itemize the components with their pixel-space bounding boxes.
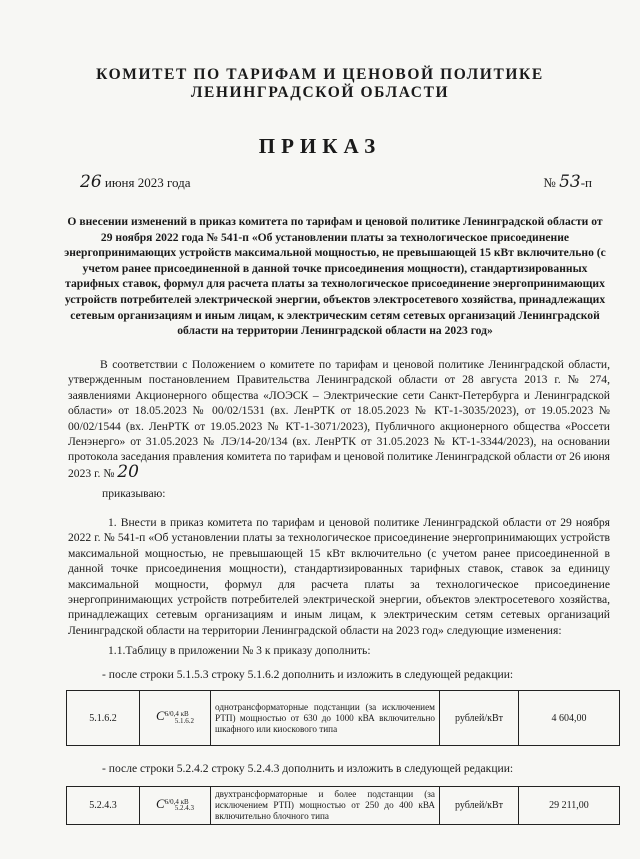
table-row — [67, 691, 620, 746]
order-word: приказываю: — [102, 487, 166, 500]
order-number — [543, 172, 592, 192]
row-unit: рублей/кВт — [440, 787, 519, 825]
preamble-text: В соответствии с Положением о комитете по тарифам и ценовой политике Ленинградской области, утвержденным постановлением Правительства Ленинградской области от 28 августа 2013 г. № 274, заявлениями Акционерного общества «ЛОЭСК – Электрические сети Санкт-Петербурга и Ленинградской области» от 18.05.2023 № 00/02/1531 (вх. ЛенРТК от 18.05.2023 № КТ-1-3035/2023), от 19.05.2023 № 00/02/1544 (вх. ЛенРТК от 19.05.2023 № КТ-1-3071/2023), Публичного акционерного общества «Россети Ленэнерго» от 31.05.2023 № ЛЭ/14-20/134 (вх. ЛенРТК от 31.05.2023 № КТ-1-3344/2023), на основании протокола заседания правления комитета по тарифам и ценовой политике Ленинградской области от 26 июня 2023 г. № — [68, 358, 611, 480]
committee-line-1: КОМИТЕТ ПО ТАРИФАМ И ЦЕНОВОЙ ПОЛИТИКЕ — [96, 66, 544, 83]
row-code: 5.1.6.2 — [67, 691, 140, 746]
number-prefix: № — [543, 175, 560, 190]
row-code: 5.2.4.3 — [67, 787, 140, 825]
rate-symbol: $C^{6/0,4 кВ}_{5.2.4.3}$ — [140, 787, 211, 825]
after-line-1: - после строки 5.1.5.3 строку 5.1.6.2 дополнить и изложить в следующей редакции: — [102, 668, 514, 681]
number-handwritten: 53 — [559, 172, 581, 192]
committee-heading — [0, 66, 640, 102]
tariff-table-2 — [66, 786, 620, 825]
item-1-1-paragraph: 1.1.Таблицу в приложении № 3 к приказу дополнить: — [108, 644, 371, 657]
row-unit: рублей/кВт — [440, 691, 519, 746]
document-title: ПРИКАЗ — [258, 134, 382, 158]
row-value: 29 211,00 — [519, 787, 620, 825]
table-row — [67, 787, 620, 825]
after-line-2: - после строки 5.2.4.2 строку 5.2.4.3 дополнить и изложить в следующей редакции: — [102, 762, 514, 775]
number-suffix: -п — [580, 175, 592, 190]
order-date — [80, 172, 191, 192]
row-description: однотрансформаторные подстанции (за исключением РТП) мощностью от 630 до 1000 кВА включительно шкафного или киоскового типа — [211, 691, 440, 746]
date-rest: июня 2023 года — [101, 175, 191, 190]
protocol-number-handwritten: 20 — [117, 461, 139, 482]
date-day-handwritten: 26 — [80, 172, 102, 192]
order-subject: О внесении изменений в приказ комитета по тарифам и ценовой политике Ленинградской области от 29 ноября 2022 года № 541-п «Об установлении платы за технологическое присоединение энергопринимающих устройств максимальной мощностью, не превышающей 15 кВт включительно (с учетом ранее присоединенной в данной точке присоединения мощности), стандартизированных тарифных ставок, формул для расчета платы за технологическое присоединение энергопринимающих устройств потребителей электрической энергии, объектов электросетевого хозяйства, принадлежащих сетевым организациям и иным лицам, к электрическим сетям сетевых организаций Ленинградской области на территории Ленинградской области на 2023 год» — [64, 215, 606, 338]
row-description: двухтрансформаторные и более подстанции (за исключением РТП) мощностью от 250 до 400 кВА включительно блочного типа — [211, 787, 440, 825]
row-value: 4 604,00 — [519, 691, 620, 746]
committee-line-2: ЛЕНИНГРАДСКОЙ ОБЛАСТИ — [190, 84, 450, 101]
item-1-paragraph: 1. Внести в приказ комитета по тарифам и ценовой политике Ленинградской области от 29 ноября 2022 г. № 541-п «Об установлении платы за технологическое присоединение энергопринимающих устройств максимальной мощностью, не превышающей 15 кВт включительно (с учетом ранее присоединенной в данной точке присоединения мощности), стандартизированных тарифных ставок, ставок за единицу максимальной мощности, формул для расчета платы за технологическое присоединение энергопринимающих устройств потребителей электрической энергии, объектов электросетевого хозяйства, принадлежащих сетевым организациям и иным лицам, к электрическим сетям сетевых организаций Ленинградской области на территории Ленинградской области на 2023 год» следующие изменения: — [68, 516, 610, 637]
rate-symbol: $C^{6/0,4 кВ}_{5.1.6.2}$ — [140, 691, 211, 746]
tariff-table-1 — [66, 690, 620, 746]
preamble-paragraph — [68, 357, 610, 481]
